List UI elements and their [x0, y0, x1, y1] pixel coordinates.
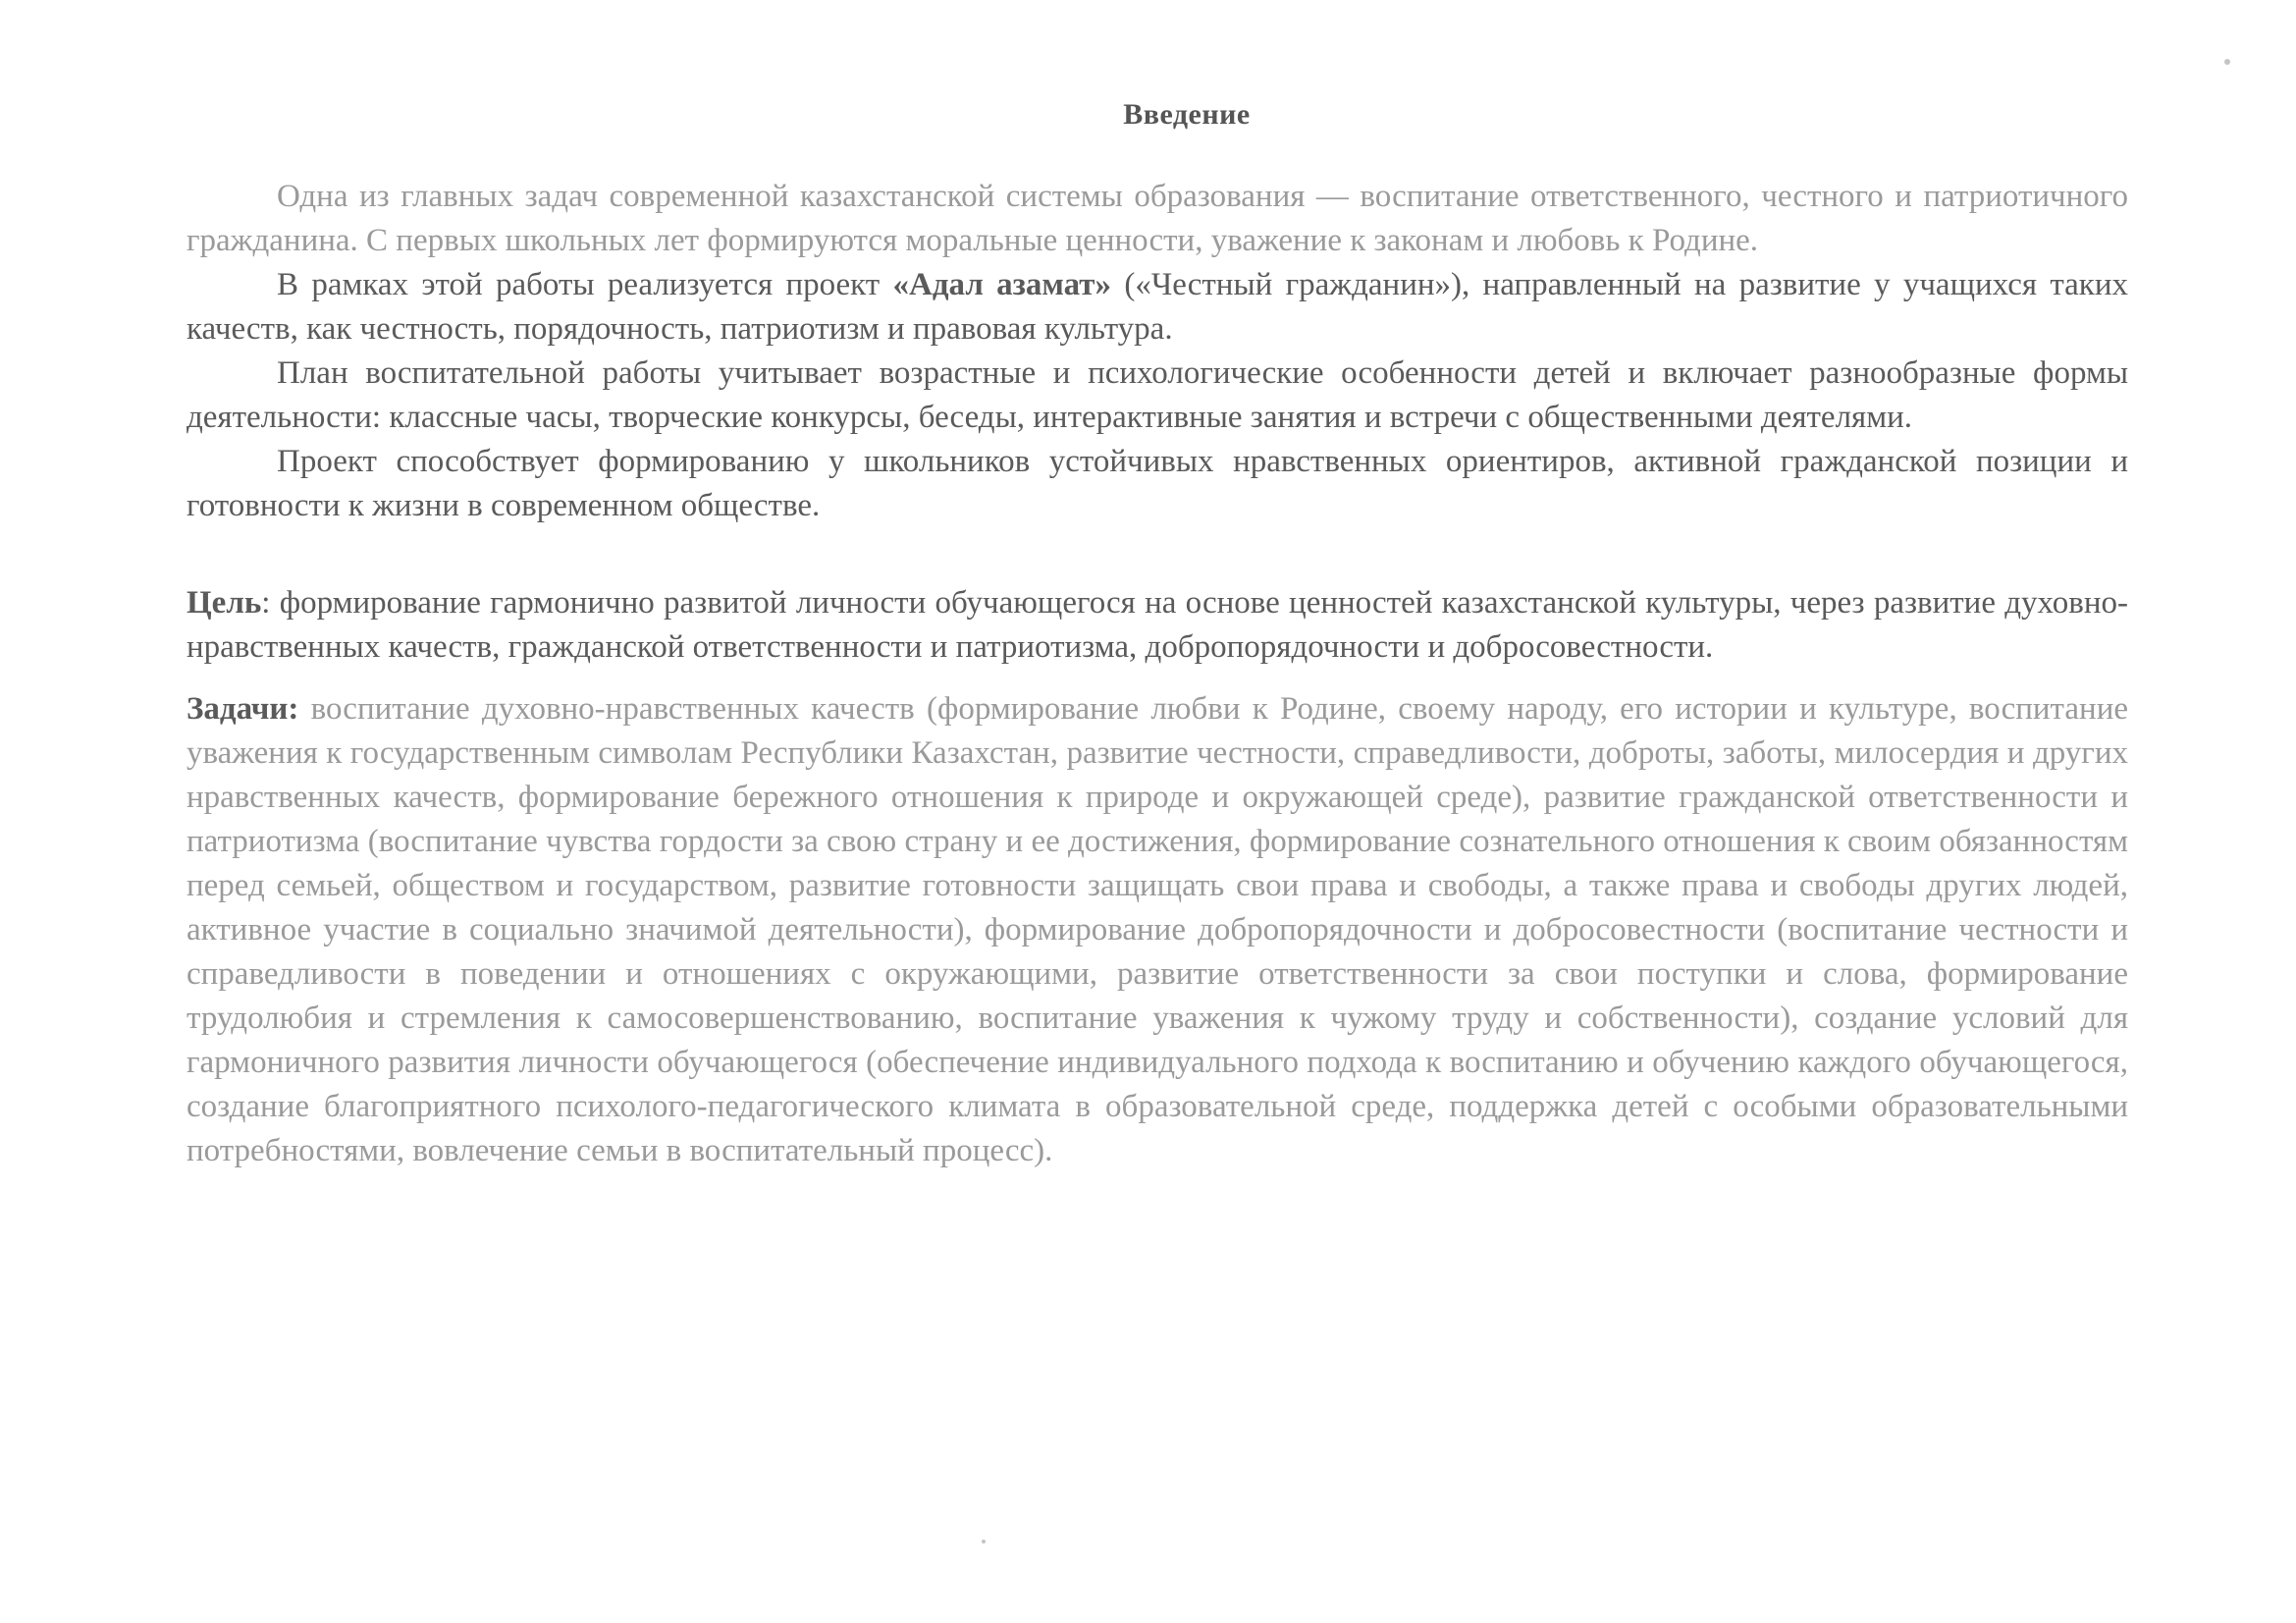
page-title: Введение: [1123, 98, 1251, 131]
scan-speck: [2224, 59, 2230, 65]
intro-paragraph-2-rest: («Честный гражданин»), направленный на развитие у учащихся таких качеств, как честность, порядочность, патриотизм и правовая культура.: [187, 267, 2128, 347]
goal-text: : формирование гармонично развитой личности обучающегося на основе ценностей казахстанской культуры, через развитие духовно-нравственных качеств, гражданской ответственности и патриотизма, добропорядочности и добросовестности.: [187, 585, 2128, 665]
section-spacer: [187, 670, 2128, 687]
scan-speck: [982, 1540, 986, 1543]
goal-label: Цель: [187, 585, 262, 621]
intro-paragraph-3: План воспитательной работы учитывает возрастные и психологические особенности детей и включает разнообразные формы деятельности: классные часы, творческие конкурсы, беседы, интерактивные занятия и встречи с общественными деятелями.: [187, 355, 2128, 435]
tasks-paragraph: [187, 687, 2128, 1173]
tasks-label: Задачи:: [187, 691, 299, 727]
intro-paragraph-2-lead: В рамках этой работы реализуется проект: [277, 267, 893, 302]
intro-paragraph-2: [187, 263, 2128, 352]
goal-paragraph: [187, 581, 2128, 670]
tasks-text: воспитание духовно-нравственных качеств (формирование любви к Родине, своему народу, его истории и культуре, воспитание уважения к государственным символам Республики Казахстан, развитие честности, справедливости, доброты, заботы, милосердия и других нравственных качеств, формирование бережного отношения к природе и окружающей среде), развитие гражданской ответственности и патриотизма (воспитание чувства гордости за свою страну и ее достижения, формирование сознательного отношения к своим обязанностям перед семьей, обществом и государством, развитие готовности защищать свои права и свободы, а также права и свободы других людей, активное участие в социально значимой деятельности), формирование добропорядочности и добросовестности (воспитание честности и справедливости в поведении и отношениях с окружающими, развитие ответственности за свои поступки и слова, формирование трудолюбия и стремления к самосовершенствованию, воспитание уважения к чужому труду и собственности), создание условий для гармоничного развития личности обучающегося (обеспечение индивидуального подхода к воспитанию и обучению каждого обучающегося, создание благоприятного психолого-педагогического климата в образовательной среде, поддержка детей с особыми образовательными потребностями, вовлечение семьи в воспитательный процесс).: [187, 691, 2128, 1168]
project-name: «Адал азамат»: [892, 267, 1112, 302]
intro-paragraph-4: Проект способствует формированию у школьников устойчивых нравственных ориентиров, активной гражданской позиции и готовности к жизни в современном обществе.: [187, 444, 2128, 523]
section-spacer: [187, 528, 2128, 581]
document-body: [187, 98, 2128, 1173]
intro-paragraph-1: Одна из главных задач современной казахстанской системы образования — воспитание ответственного, честного и патриотичного гражданина. С первых школьных лет формируются моральные ценности, уважение к законам и любовь к Родине.: [187, 179, 2128, 258]
